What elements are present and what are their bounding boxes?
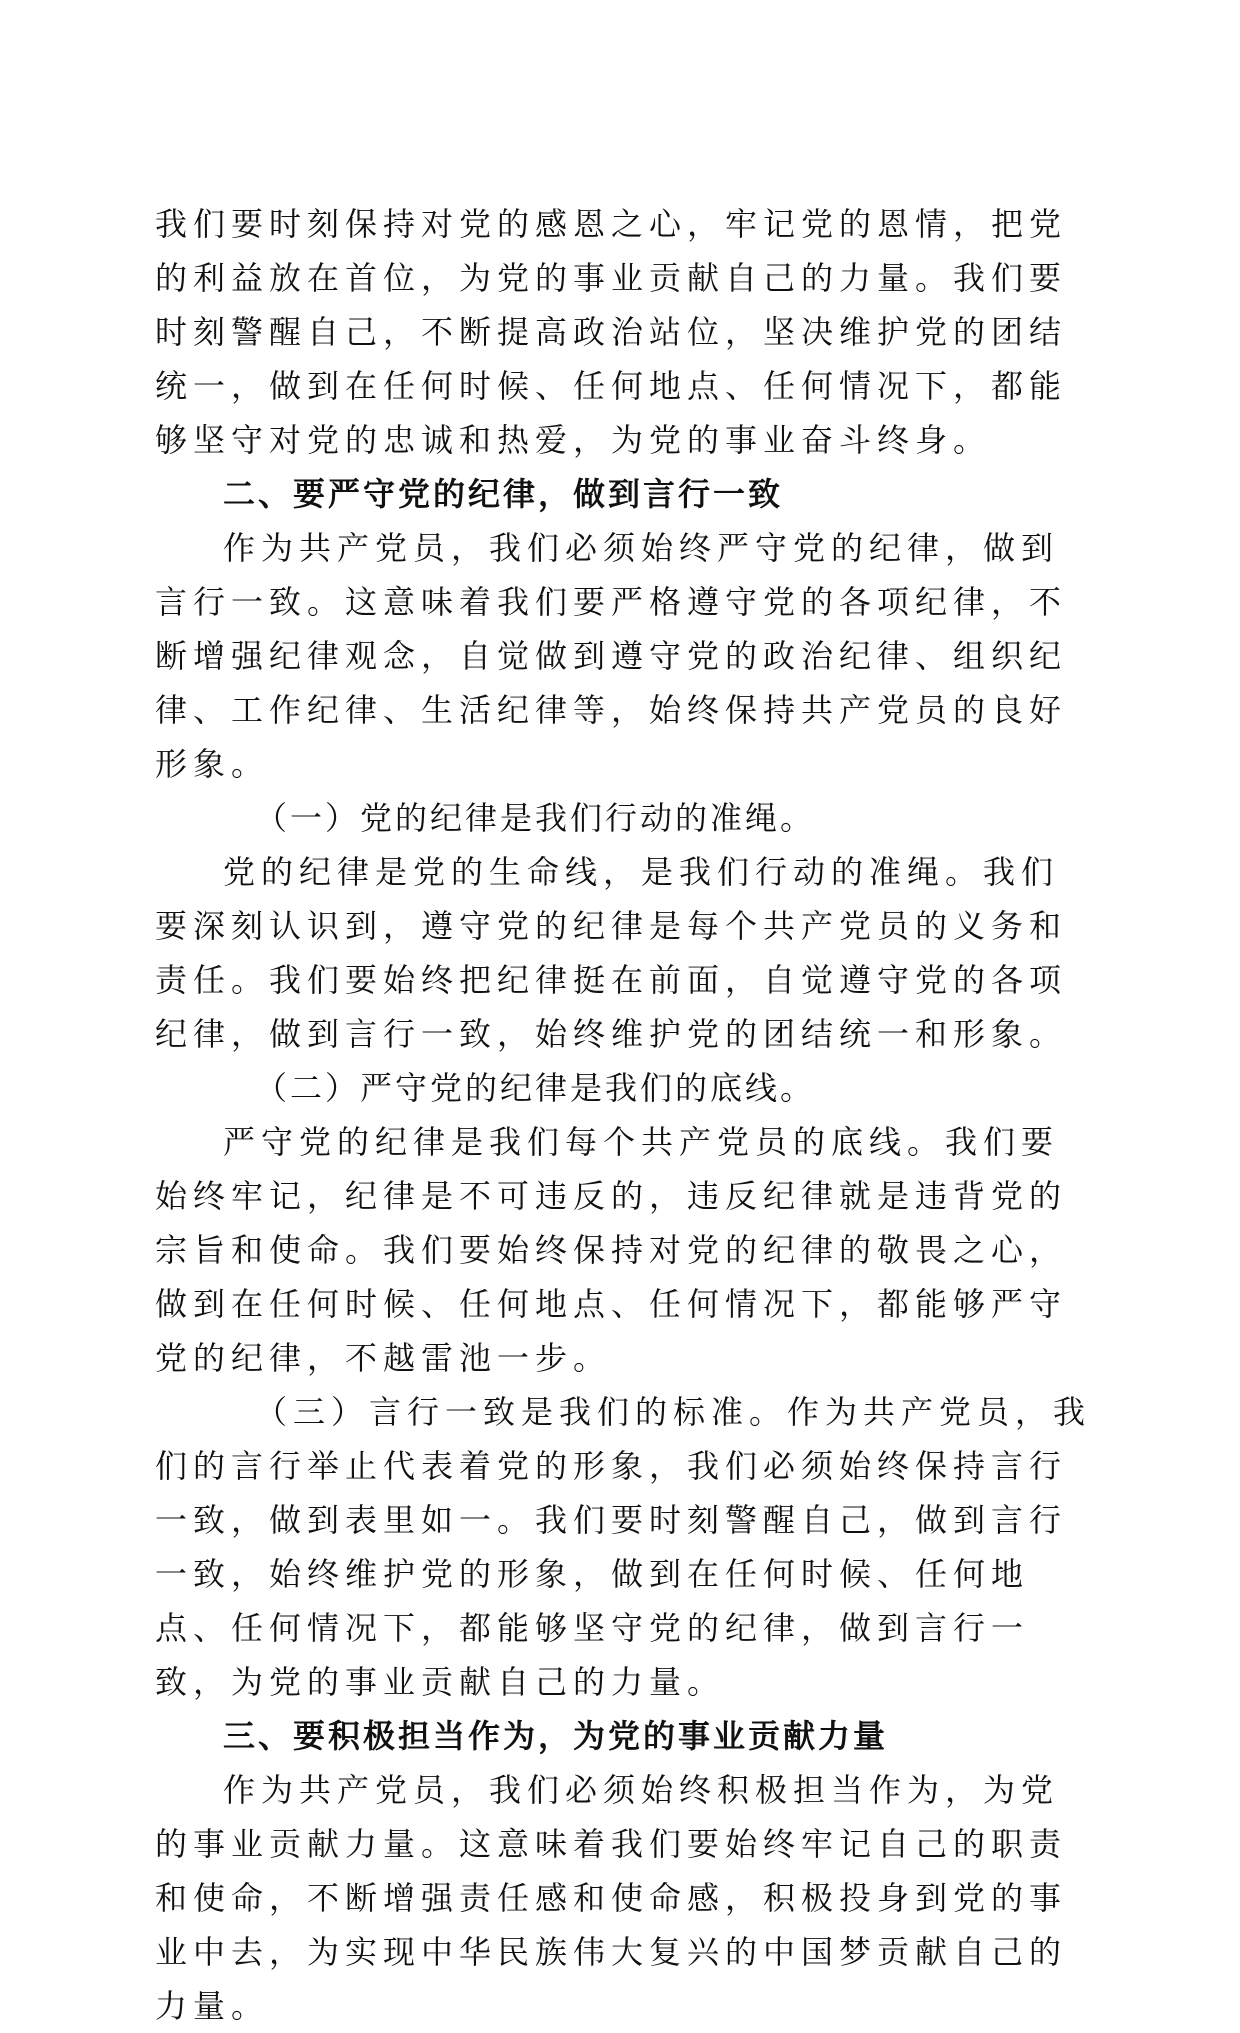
paragraph-4: 严守党的纪律是我们每个共产党员的底线。我们要始终牢记，纪律是不可违反的，违反纪律就是违背党的宗旨和使命。我们要始终保持对党的纪律的敬畏之心，做到在任何时候、任何地点、任何情况下，都能够严守党的纪律，不越雷池一步。	[155, 1123, 1068, 1377]
subheading-1: （一）党的纪律是我们行动的准绳。	[255, 799, 816, 837]
paragraph-5-body: 作为共产党员，我们的言行举止代表着党的形象，我们必须始终保持言行一致，做到表里如一。我们要时刻警醒自己，做到言行一致，始终维护党的形象，做到在任何时候、任何地点、任何情况下，都能够坚守党的纪律，做到言行一致，为党的事业贡献自己的力量。	[155, 1393, 1092, 1701]
section-heading-2: 二、要严守党的纪律，做到言行一致	[223, 475, 784, 513]
subheading-3: （三）言行一致是我们的标准。	[255, 1393, 788, 1431]
section-heading-3: 三、要积极担当作为，为党的事业贡献力量	[223, 1717, 889, 1755]
paragraph-5	[155, 1385, 1095, 1709]
paragraph-6: 作为共产党员，我们必须始终积极担当作为，为党的事业贡献力量。这意味着我们要始终牢记自己的职责和使命，不断增强责任感和使命感，积极投身到党的事业中去，为实现中华民族伟大复兴的中国梦贡献自己的力量。	[155, 1771, 1068, 2025]
paragraph-3: 党的纪律是党的生命线，是我们行动的准绳。我们要深刻认识到，遵守党的纪律是每个共产党员的义务和责任。我们要始终把纪律挺在前面，自觉遵守党的各项纪律，做到言行一致，始终维护党的团结统一和形象。	[155, 853, 1068, 1053]
paragraph-1: 我们要时刻保持对党的感恩之心，牢记党的恩情，把党的利益放在首位，为党的事业贡献自己的力量。我们要时刻警醒自己，不断提高政治站位，坚决维护党的团结统一，做到在任何时候、任何地点、任何情况下，都能够坚守对党的忠诚和热爱，为党的事业奋斗终身。	[155, 205, 1068, 459]
document-page	[155, 197, 1095, 2033]
paragraph-2: 作为共产党员，我们必须始终严守党的纪律，做到言行一致。这意味着我们要严格遵守党的各项纪律，不断增强纪律观念，自觉做到遵守党的政治纪律、组织纪律、工作纪律、生活纪律等，始终保持共产党员的良好形象。	[155, 529, 1068, 783]
subheading-2: （二）严守党的纪律是我们的底线。	[255, 1069, 816, 1107]
